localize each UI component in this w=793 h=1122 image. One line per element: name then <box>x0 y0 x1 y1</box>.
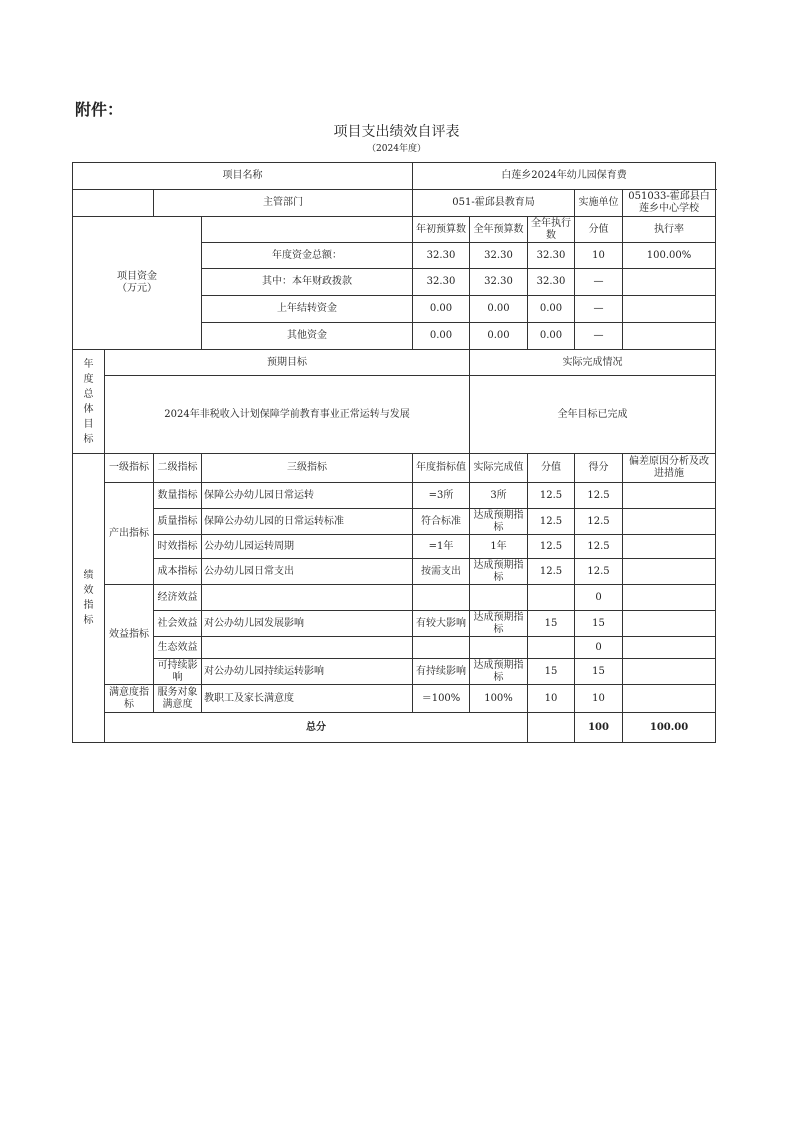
funds-row-rate <box>623 269 716 296</box>
indicator-score-value: 15 <box>528 659 575 685</box>
indicator-actual: 达成预期指标 <box>470 611 528 637</box>
funds-label-main: 项目资金 <box>117 271 157 282</box>
indicator-score-value <box>528 585 575 611</box>
indicator-target: 按需支出 <box>413 559 470 585</box>
indicator-level3: 教职工及家长满意度 <box>202 685 413 713</box>
goals-label-char: 目 <box>83 418 94 430</box>
indicator-level2: 经济效益 <box>154 585 202 611</box>
department-label: 主管部门 <box>263 197 303 208</box>
indicator-level2: 服务对象满意度 <box>154 685 202 713</box>
indicator-level3 <box>202 585 413 611</box>
indicators-label-char: 标 <box>83 615 94 626</box>
indicator-level2: 可持续影响 <box>154 659 202 685</box>
output-indicators-label: 产出指标 <box>105 483 154 585</box>
indicator-actual: 100% <box>470 685 528 713</box>
funds-header-annual: 全年预算数 <box>470 217 528 243</box>
department-row <box>73 190 716 217</box>
goals-content-row <box>73 376 716 454</box>
goals-label <box>73 350 105 454</box>
indicator-level2: 生态效益 <box>154 637 202 659</box>
funds-row-initial: 32.30 <box>413 269 470 296</box>
indicator-score: 0 <box>575 637 623 659</box>
indicator-level2: 社会效益 <box>154 611 202 637</box>
funds-row-rate <box>623 296 716 323</box>
goals-label-char: 标 <box>83 433 94 445</box>
indicators-label <box>73 454 105 743</box>
total-blank <box>528 713 575 743</box>
report-year: （2024年度） <box>367 144 426 154</box>
indicator-level3: 对公办幼儿园发展影响 <box>202 611 413 637</box>
indicator-actual <box>470 585 528 611</box>
indicator-reason <box>623 637 716 659</box>
indicator-target <box>413 585 470 611</box>
header-score-value: 分值 <box>528 454 575 483</box>
indicator-actual: 达成预期指标 <box>470 509 528 535</box>
indicator-reason <box>623 611 716 637</box>
funds-row-executed: 0.00 <box>528 296 575 323</box>
goals-label-char: 体 <box>83 403 94 415</box>
funds-row-initial: 0.00 <box>413 296 470 323</box>
indicator-score: 10 <box>575 685 623 713</box>
indicator-actual <box>470 637 528 659</box>
indicator-level3: 公办幼儿园日常支出 <box>202 559 413 585</box>
funds-row-executed: 32.30 <box>528 269 575 296</box>
funds-header-executed: 全年执行数 <box>528 217 575 243</box>
implementing-unit-label: 实施单位 <box>575 190 623 217</box>
header-actual: 实际完成值 <box>470 454 528 483</box>
funds-row-executed: 32.30 <box>528 243 575 269</box>
indicator-actual: 达成预期指标 <box>470 659 528 685</box>
indicator-score: 12.5 <box>575 535 623 559</box>
funds-row-score-value: — <box>575 323 623 350</box>
actual-status-header: 实际完成情况 <box>470 350 716 376</box>
benefit-indicators-label: 效益指标 <box>105 585 154 685</box>
funds-row-name: 年度资金总额： <box>202 243 413 269</box>
funds-row-name: 其他资金 <box>202 323 413 350</box>
funds-label <box>73 217 202 350</box>
indicator-score: 12.5 <box>575 559 623 585</box>
funds-row-annual: 32.30 <box>470 269 528 296</box>
indicator-target: ＝100% <box>413 685 470 713</box>
funds-row-name: 上年结转资金 <box>202 296 413 323</box>
indicator-row <box>73 535 716 559</box>
total-label: 总分 <box>105 713 528 743</box>
page-title: 项目支出绩效自评表 <box>333 124 460 140</box>
indicator-level3 <box>202 637 413 659</box>
expected-goal-text: 2024年非税收入计划保障学前教育事业正常运转与发展 <box>105 376 470 454</box>
funds-header-rate: 执行率 <box>623 217 716 243</box>
header-reason: 偏差原因分析及改进措施 <box>623 454 716 483</box>
header-target: 年度指标值 <box>413 454 470 483</box>
indicator-header-row <box>73 454 716 483</box>
goals-label-char: 年 <box>83 358 94 370</box>
indicator-reason <box>623 483 716 509</box>
funds-row-initial: 32.30 <box>413 243 470 269</box>
funds-row-score-value: — <box>575 269 623 296</box>
funds-row-initial: 0.00 <box>413 323 470 350</box>
indicator-target: 有持续影响 <box>413 659 470 685</box>
indicator-row <box>73 483 716 509</box>
satisfaction-indicators-label: 满意度指标 <box>105 685 154 713</box>
dept-label-overlay <box>154 190 413 217</box>
indicator-target <box>413 637 470 659</box>
funds-row-rate <box>623 323 716 350</box>
attachment-label: 附件： <box>75 100 124 119</box>
goals-header-row <box>73 350 716 376</box>
funds-header-blank <box>202 217 413 243</box>
header-level2: 二级指标 <box>154 454 202 483</box>
indicator-target: 有较大影响 <box>413 611 470 637</box>
dept-label-filler <box>73 190 154 217</box>
funds-row-annual: 32.30 <box>470 243 528 269</box>
funds-header-initial: 年初预算数 <box>413 217 470 243</box>
indicator-level3: 公办幼儿园运转周期 <box>202 535 413 559</box>
indicator-level3: 对公办幼儿园持续运转影响 <box>202 659 413 685</box>
indicator-row <box>73 559 716 585</box>
indicators-label-char: 绩 <box>83 570 94 581</box>
funds-row-annual: 0.00 <box>470 296 528 323</box>
indicator-reason <box>623 509 716 535</box>
funds-header-score-value: 分值 <box>575 217 623 243</box>
indicator-actual: 达成预期指标 <box>470 559 528 585</box>
funds-row-executed: 0.00 <box>528 323 575 350</box>
indicator-score: 0 <box>575 585 623 611</box>
indicator-score: 12.5 <box>575 509 623 535</box>
indicator-score-value: 12.5 <box>528 535 575 559</box>
indicator-score: 15 <box>575 659 623 685</box>
funds-row-score-value: 10 <box>575 243 623 269</box>
indicator-reason <box>623 585 716 611</box>
implementing-unit-value: 051033-霍邱县白莲乡中心学校 <box>623 190 716 217</box>
indicator-level3: 保障公办幼儿园的日常运转标准 <box>202 509 413 535</box>
indicator-actual: 1年 <box>470 535 528 559</box>
indicator-reason <box>623 685 716 713</box>
indicator-score: 15 <box>575 611 623 637</box>
indicator-score-value: 15 <box>528 611 575 637</box>
header-score: 得分 <box>575 454 623 483</box>
indicator-level2: 数量指标 <box>154 483 202 509</box>
indicator-actual: 3所 <box>470 483 528 509</box>
goals-label-char: 度 <box>83 373 94 385</box>
indicator-row <box>73 611 716 637</box>
header-level3: 三级指标 <box>202 454 413 483</box>
funds-row-rate: 100.00% <box>623 243 716 269</box>
indicator-score-value: 12.5 <box>528 559 575 585</box>
total-row <box>73 713 716 743</box>
project-name-value: 白莲乡2024年幼儿园保育费 <box>413 163 716 190</box>
indicator-level2: 成本指标 <box>154 559 202 585</box>
indicators-label-char: 效 <box>83 585 94 596</box>
indicator-level3: 保障公办幼儿园日常运转 <box>202 483 413 509</box>
funds-row-score-value: — <box>575 296 623 323</box>
indicator-score-value <box>528 637 575 659</box>
indicator-row <box>73 685 716 713</box>
indicator-target: =3所 <box>413 483 470 509</box>
expected-goal-header: 预期目标 <box>105 350 470 376</box>
project-name-label: 项目名称 <box>73 163 413 190</box>
indicator-target: 符合标准 <box>413 509 470 535</box>
indicator-score-value: 12.5 <box>528 509 575 535</box>
funds-label-unit: （万元） <box>117 283 157 294</box>
indicator-row <box>73 585 716 611</box>
goals-label-char: 总 <box>83 388 94 400</box>
header-level1: 一级指标 <box>105 454 154 483</box>
actual-status-text: 全年目标已完成 <box>470 376 716 454</box>
funds-row-annual: 0.00 <box>470 323 528 350</box>
indicator-score-value: 12.5 <box>528 483 575 509</box>
indicator-row <box>73 637 716 659</box>
indicators-label-char: 指 <box>83 600 94 611</box>
indicator-score-value: 10 <box>528 685 575 713</box>
indicator-reason <box>623 535 716 559</box>
indicator-row <box>73 659 716 685</box>
project-name-row <box>73 163 716 190</box>
indicator-level2: 质量指标 <box>154 509 202 535</box>
indicator-target: =1年 <box>413 535 470 559</box>
indicator-level2: 时效指标 <box>154 535 202 559</box>
indicator-row <box>73 509 716 535</box>
funds-row-name: 其中：本年财政拨款 <box>202 269 413 296</box>
total-score-value: 100 <box>575 713 623 743</box>
total-score: 100.00 <box>623 713 716 743</box>
funds-header-row <box>73 217 716 243</box>
evaluation-table <box>72 162 716 743</box>
indicator-reason <box>623 559 716 585</box>
indicator-score: 12.5 <box>575 483 623 509</box>
indicator-reason <box>623 659 716 685</box>
department-value: 051-霍邱县教育局 <box>413 190 575 217</box>
